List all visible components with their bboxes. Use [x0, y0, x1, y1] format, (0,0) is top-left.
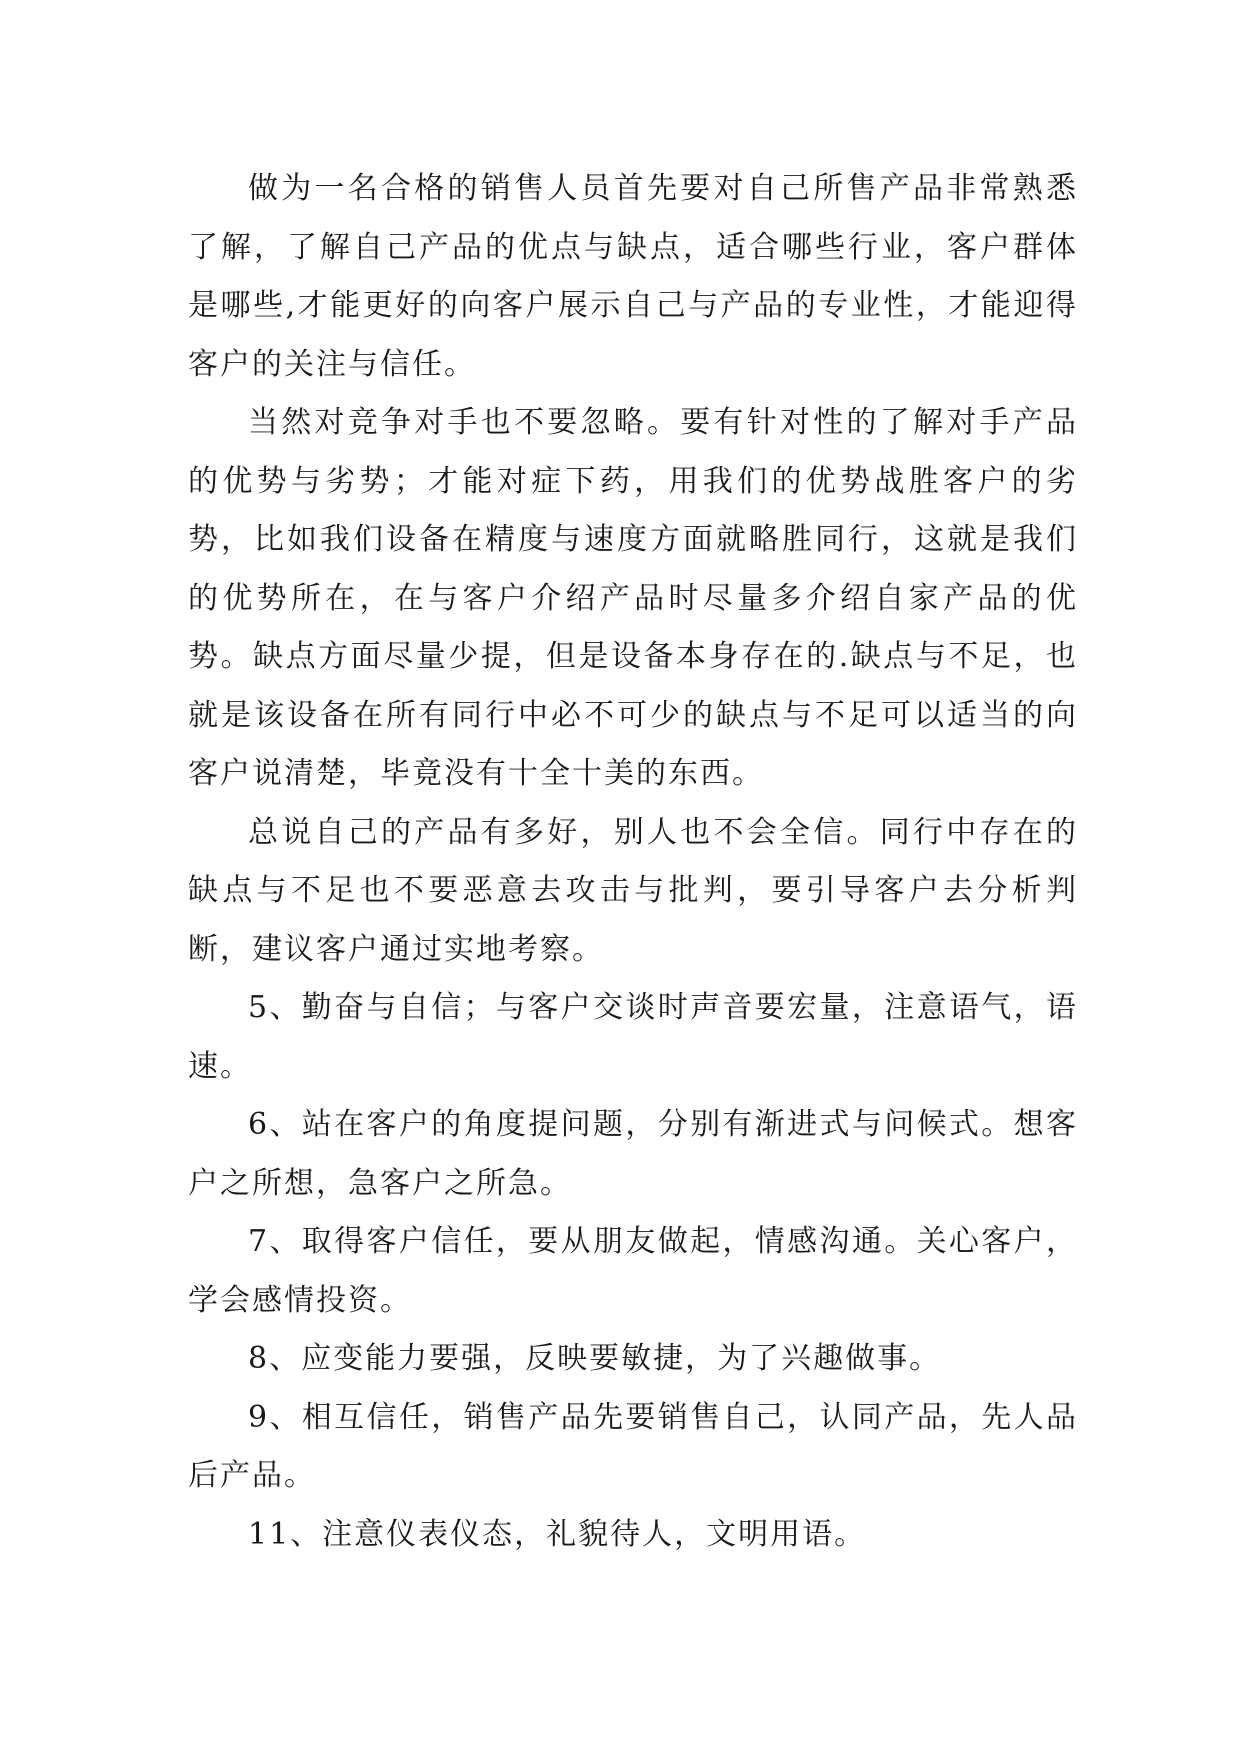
paragraph-product-knowledge: 做为一名合格的销售人员首先要对自己所售产品非常熟悉了解，了解自己产品的优点与缺点，适合哪些行业，客户群体是哪些,才能更好的向客户展示自己与产品的专业性，才能迎得客户的关注与信任。 — [188, 171, 1078, 382]
paragraph-item-5: 5、勤奋与自信；与客户交谈时声音要宏量，注意语气，语速。 — [188, 990, 1078, 1084]
paragraph-customer-judgement: 总说自己的产品有多好，别人也不会全信。同行中存在的缺点与不足也不要恶意去攻击与批判，要引导客户去分析判断，建议客户通过实地考察。 — [188, 814, 1078, 967]
document-body — [188, 160, 1078, 1564]
paragraph-item-11: 11、注意仪表仪态，礼貌待人，文明用语。 — [248, 1516, 867, 1552]
paragraph-item-9: 9、相互信任，销售产品先要销售自己，认同产品，先人品后产品。 — [188, 1399, 1078, 1493]
paragraph-item-7: 7、取得客户信任，要从朋友做起，情感沟通。关心客户，学会感情投资。 — [188, 1224, 1078, 1318]
paragraph-competitors: 当然对竞争对手也不要忽略。要有针对性的了解对手产品的优势与劣势；才能对症下药，用我们的优势战胜客户的劣势，比如我们设备在精度与速度方面就略胜同行，这就是我们的优势所在，在与客户介绍产品时尽量多介绍自家产品的优势。缺点方面尽量少提，但是设备本身存在的.缺点与不足，也就是该设备在所有同行中必不可少的缺点与不足可以适当的向客户说清楚，毕竟没有十全十美的东西。 — [188, 405, 1078, 791]
paragraph-item-8: 8、应变能力要强，反映要敏捷，为了兴趣做事。 — [248, 1341, 942, 1376]
paragraph-item-6: 6、站在客户的角度提问题，分别有渐进式与问候式。想客户之所想，急客户之所急。 — [188, 1107, 1078, 1201]
